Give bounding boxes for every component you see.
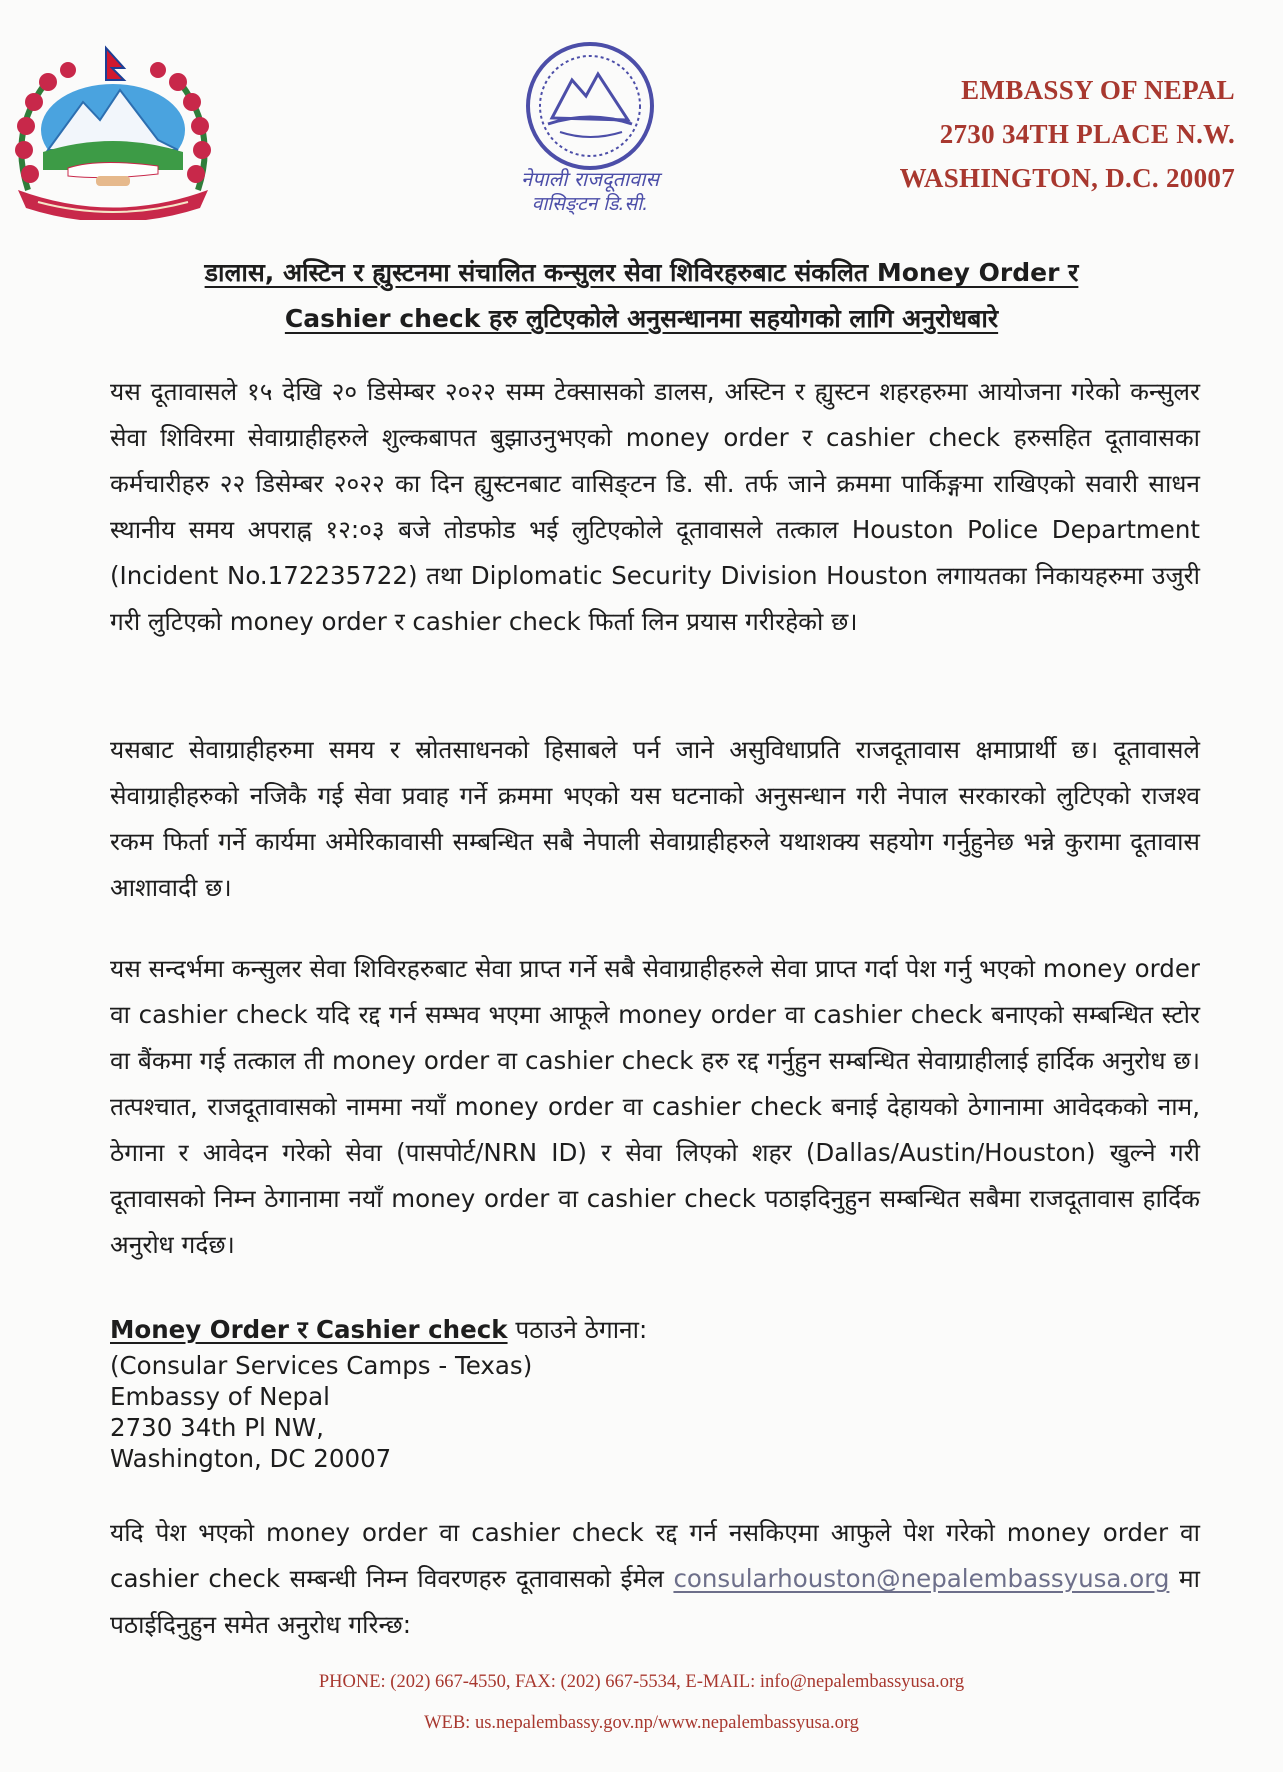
address-heading: [110, 1310, 647, 1350]
address-line: Washington, DC 20007: [110, 1444, 392, 1473]
nepal-emblem-icon: [8, 40, 218, 220]
address-heading-underlined: Money Order र Cashier check: [110, 1315, 508, 1344]
footer-web: WEB: us.nepalembassy.gov.np/www.nepalembassyusa.org: [424, 1713, 859, 1733]
paragraph-1: यस दूतावासले १५ देखि २० डिसेम्बर २०२२ सम्म टेक्सासको डालस, अस्टिन र ह्युस्टन शहरहरुमा आयोजना गरेको कन्सुलर सेवा शिविरमा सेवाग्राहीहरुले शुल्कबापत बुझाउनुभएको money order र cashier check हरुसहित दूतावासका कर्मचारीहरु २२ डिसेम्बर २०२२ का दिन ह्युस्टनबाट वासिङ्टन डि. सी. तर्फ जाने क्रममा पार्किङ्गमा राखिएको सवारी साधन स्थानीय समय अपराह्न १२:०३ बजे तोडफोड भई लुटिएकोले दूतावासले तत्काल Houston Police Department (Incident No.172235722) तथा Diplomatic Security Division Houston लगायतका निकायहरुमा उजुरी गरी लुटिएको money order र cashier check फिर्ता लिन प्रयास गरीरहेको छ।: [110, 377, 1200, 636]
address-heading-suffix: पठाउने ठेगाना:: [515, 1315, 648, 1344]
letter-subject: [130, 250, 1153, 342]
mailing-address: [110, 1350, 532, 1474]
address-line: Embassy of Nepal: [110, 1382, 330, 1411]
address-line: (Consular Services Camps - Texas): [110, 1351, 533, 1380]
footer-contact: PHONE: (202) 667-4550, FAX: (202) 667-5534, E-MAIL: info@nepalembassyusa.org: [318, 1672, 965, 1692]
letterhead: [875, 68, 1235, 200]
embassy-address: 2730 34TH PLACE N.W.: [939, 119, 1235, 149]
embassy-seal-icon: [490, 28, 690, 218]
paragraph-4-tail: मा पठाईदिनुहुन समेत अनुरोध गरिन्छ:: [110, 1564, 1201, 1639]
subject-line-2: Cashier check हरु लुटिएकोले अनुसन्धानमा सहयोगको लागि अनुरोधबारे: [284, 304, 999, 333]
paragraph-3: यस सन्दर्भमा कन्सुलर सेवा शिविरहरुबाट सेवा प्राप्त गर्ने सबै सेवाग्राहीहरुले सेवा प्राप्त गर्दा पेश गर्नु भएको money order वा cashier check यदि रद्द गर्न सम्भव भएमा आफूले money order वा cashier check बनाएको सम्बन्धित स्टोर वा बैंकमा गई तत्काल ती money order वा cashier check हरु रद्द गर्नुहुन सम्बन्धित सेवाग्राहीलाई हार्दिक अनुरोध छ। तत्पश्चात, राजदूतावासको नाममा नयाँ money order वा cashier check बनाई देहायको ठेगानामा आवेदकको नाम, ठेगाना र आवेदन गरेको सेवा (पासपोर्ट/NRN ID) र सेवा लिएको शहर (Dallas/Austin/Houston) खुल्ने गरी दूतावासको निम्न ठेगानामा नयाँ money order वा cashier check पठाइदिनुहुन सम्बन्धित सबैमा राजदूतावास हार्दिक अनुरोध गर्दछ।: [110, 954, 1200, 1259]
seal-text-bottom: वासिङ्टन डि.सी.: [531, 193, 649, 215]
address-line: 2730 34th Pl NW,: [110, 1413, 324, 1442]
embassy-name: EMBASSY OF NEPAL: [961, 75, 1235, 105]
paragraph-4: [110, 1510, 1200, 1648]
paragraph-4-text: यदि पेश भएको money order वा cashier check रद्द गर्न नसकिएमा आफुले पेश गरेको money order वा cashier check सम्बन्धी निम्न विवरणहरु दूतावासको ईमेल: [110, 1518, 1200, 1593]
seal-text-top: नेपाली राजदूतावास: [521, 167, 659, 191]
subject-line-1: डालास, अस्टिन र ह्युस्टनमा संचालित कन्सुलर सेवा शिविरहरुबाट संकलित Money Order र: [204, 258, 1079, 287]
embassy-city: WASHINGTON, D.C. 20007: [899, 163, 1235, 193]
consular-email-link[interactable]: consularhouston@nepalembassyusa.org: [673, 1564, 1170, 1593]
paragraph-2: यसबाट सेवाग्राहीहरुमा समय र स्रोतसाधनको हिसाबले पर्न जाने असुविधाप्रति राजदूतावास क्षमाप्रार्थी छ। दूतावासले सेवाग्राहीहरुको नजिकै गई सेवा प्रवाह गर्ने क्रममा भएको यस घटनाको अनुसन्धान गरी नेपाल सरकारको लुटिएको राजश्व रकम फिर्ता गर्ने कार्यमा अमेरिकावासी सम्बन्धित सबै नेपाली सेवाग्राहीहरुले यथाशक्य सहयोग गर्नुहुनेछ भन्ने कुरामा दूतावास आशावादी छ।: [110, 735, 1200, 902]
